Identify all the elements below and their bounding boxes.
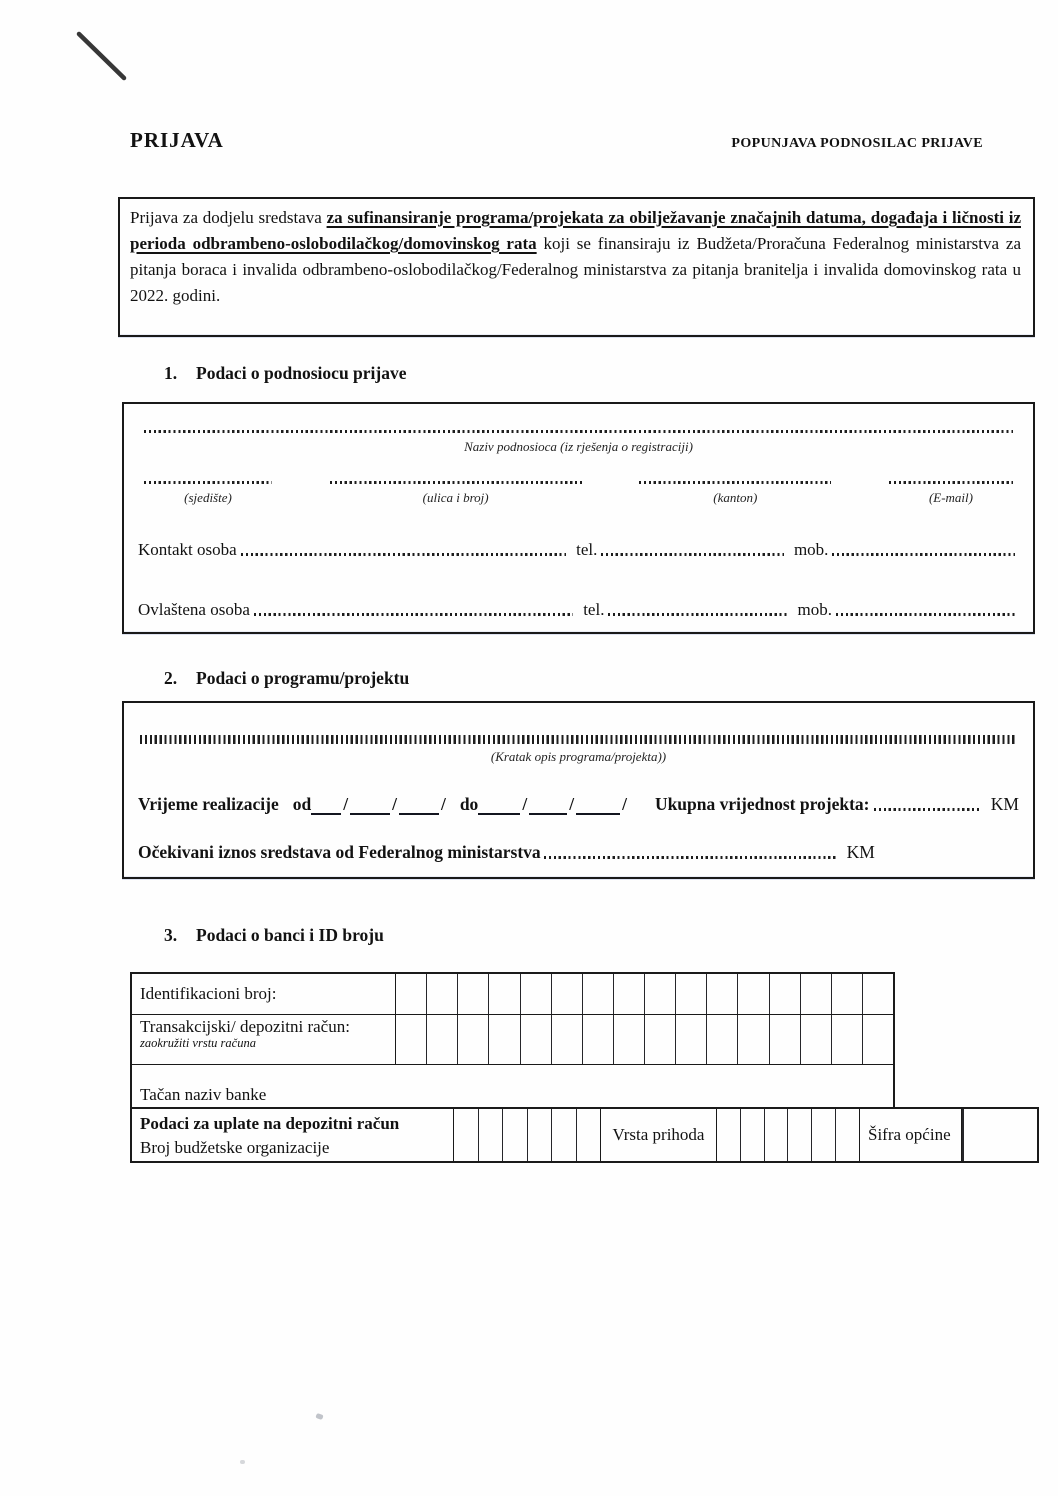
currency-label: KM xyxy=(990,794,1019,814)
digit-cell xyxy=(737,1015,768,1064)
date-slot xyxy=(478,809,520,815)
digit-cell xyxy=(644,974,675,1014)
digit-cell xyxy=(520,974,551,1014)
digit-cell xyxy=(488,974,519,1014)
program-desc-caption: (Kratak opis programa/projekta)) xyxy=(490,749,667,764)
intro-text-start: Prijava za dodjelu sredstava xyxy=(130,208,327,227)
street-caption: (ulica i broj) xyxy=(422,490,489,505)
authorized-tel-fill-line xyxy=(604,596,791,620)
deposit-title: Podaci za uplate na depozitni račun xyxy=(140,1114,400,1133)
account-cells xyxy=(395,1015,893,1064)
digit-cell xyxy=(488,1015,519,1064)
site-fill-line xyxy=(144,481,272,484)
section-2-title: Podaci o programu/projektu xyxy=(196,668,410,688)
contact-mob-fill-line xyxy=(828,536,1019,560)
form-header xyxy=(122,128,1035,153)
digit-cell xyxy=(740,1109,764,1161)
canton-caption: (kanton) xyxy=(713,490,758,505)
canton-fill-line xyxy=(639,481,831,484)
realization-label: Vrijeme realizacije xyxy=(138,794,279,814)
digit-cell xyxy=(811,1109,835,1161)
realization-row xyxy=(138,789,1019,815)
digit-cell xyxy=(454,1109,478,1161)
date-to-label: do xyxy=(459,794,479,814)
authorized-mob-fill-line xyxy=(832,596,1019,620)
mob-label: mob. xyxy=(793,540,829,559)
income-type-label: Vrsta prihoda xyxy=(600,1109,716,1161)
field-email xyxy=(889,481,1013,506)
digit-cell xyxy=(426,974,457,1014)
section-3-heading xyxy=(164,925,1035,946)
digit-cell xyxy=(551,1109,576,1161)
digit-cell xyxy=(644,1015,675,1064)
digit-cell xyxy=(764,1109,788,1161)
scan-speck-artifact xyxy=(240,1460,245,1464)
contact-tel-fill-line xyxy=(597,536,788,560)
digit-cell xyxy=(457,1015,488,1064)
section-1-heading xyxy=(164,363,1035,384)
authorized-person-label: Ovlaštena osoba xyxy=(138,600,250,619)
bank-name-strip xyxy=(132,1064,893,1107)
digit-cell xyxy=(527,1109,552,1161)
digit-cell xyxy=(582,1015,613,1064)
tel-label: tel. xyxy=(583,600,605,619)
digit-cell xyxy=(675,1015,706,1064)
slash: / xyxy=(440,794,446,814)
digit-cell xyxy=(787,1109,811,1161)
digit-cell xyxy=(831,974,862,1014)
deposit-payment-row xyxy=(130,1107,1039,1163)
digit-cell xyxy=(769,974,800,1014)
account-note: zaokružiti vrstu računa xyxy=(140,1036,256,1050)
date-slot xyxy=(311,809,341,815)
account-label: Transakcijski/ depozitni račun: xyxy=(140,1017,350,1036)
digit-cell xyxy=(835,1109,859,1161)
digit-cell xyxy=(831,1015,862,1064)
intro-text-end: koji se finansiraju iz Budžeta/Proračuna Federalnog ministarstva za pitanja boraca i invalida odbrambeno-oslobodilačkog/Federalnog ministarstva za pitanja branitelja i invalida domovinskog rata u 2022. godini. xyxy=(130,234,1021,305)
field-site xyxy=(144,481,272,506)
digit-cell xyxy=(737,974,768,1014)
contact-name-fill-line xyxy=(237,536,570,560)
applicant-name-caption: Naziv podnosioca (iz rješenja o registraciji) xyxy=(464,439,693,454)
slash: / xyxy=(392,794,397,814)
slash: / xyxy=(343,794,349,814)
intro-box xyxy=(118,197,1035,337)
municipality-code-label: Šifra općine xyxy=(859,1109,961,1161)
budget-org-cells xyxy=(453,1109,600,1161)
slash: / xyxy=(622,794,627,814)
program-desc-line-3 xyxy=(140,741,1017,744)
digit-cell xyxy=(963,1109,964,1161)
applicant-name-fill-line xyxy=(144,430,1013,433)
digit-cell xyxy=(717,1109,740,1161)
applicant-fields-row xyxy=(138,481,1019,506)
digit-cell xyxy=(426,1015,457,1064)
date-from-label: od xyxy=(292,794,312,814)
intro-text-emphasized: za sufinansiranje programa/projekata za obilježavanje značajnih datuma, događaja i ličnosti iz perioda odbrambeno-oslobodilačkog/domovinskog rata xyxy=(130,208,1021,253)
contact-person-row xyxy=(138,536,1019,560)
slash: / xyxy=(569,794,575,814)
digit-cell xyxy=(551,974,582,1014)
site-caption: (sjedište) xyxy=(184,490,232,505)
page-title: PRIJAVA xyxy=(130,128,224,152)
authorized-person-row xyxy=(138,596,1019,620)
id-number-label: Identifikacioni broj: xyxy=(140,984,277,1003)
total-value-label: Ukupna vrijednost projekta: xyxy=(654,794,870,814)
email-caption: (E-mail) xyxy=(928,490,973,505)
id-number-cells xyxy=(395,974,893,1014)
section-1-number: 1. xyxy=(164,363,178,383)
mob-label: mob. xyxy=(797,600,832,619)
digit-cell xyxy=(862,974,893,1014)
section-3-title: Podaci o banci i ID broju xyxy=(196,925,384,945)
section-1-title: Podaci o podnosiocu prijave xyxy=(196,363,407,383)
digit-cell xyxy=(675,974,706,1014)
digit-cell xyxy=(706,1015,737,1064)
scan-speck-artifact xyxy=(315,1413,323,1420)
digit-cell xyxy=(576,1109,601,1161)
deposit-label-block xyxy=(132,1109,453,1161)
total-value-fill-line xyxy=(870,789,985,815)
digit-cell xyxy=(769,1015,800,1064)
field-street xyxy=(330,481,582,506)
section-2-heading xyxy=(164,668,1035,689)
income-type-cells xyxy=(716,1109,859,1161)
digit-cell xyxy=(551,1015,582,1064)
digit-cell xyxy=(502,1109,527,1161)
expected-amount-fill-line xyxy=(541,837,841,863)
account-label-block xyxy=(132,1015,395,1064)
digit-cell xyxy=(396,1015,426,1064)
id-number-row xyxy=(132,974,893,1014)
digit-cell xyxy=(862,1015,893,1064)
digit-cell xyxy=(706,974,737,1014)
expected-amount-label: Očekivani iznos sredstava od Federalnog ministarstva xyxy=(138,842,541,862)
digit-cell xyxy=(613,974,644,1014)
digit-cell xyxy=(800,1015,831,1064)
slash: / xyxy=(522,794,528,814)
digit-cell xyxy=(520,1015,551,1064)
expected-amount-row xyxy=(138,837,1019,863)
email-fill-line xyxy=(889,481,1013,484)
tel-label: tel. xyxy=(576,540,598,559)
contact-person-label: Kontakt osoba xyxy=(138,540,237,559)
program-box xyxy=(122,701,1035,879)
municipality-code-cells xyxy=(961,1109,964,1161)
bank-name-label: Tačan naziv banke xyxy=(140,1085,267,1104)
budget-org-label: Broj budžetske organizacije xyxy=(140,1138,330,1157)
section-3-number: 3. xyxy=(164,925,178,945)
digit-cell xyxy=(800,974,831,1014)
applicant-box xyxy=(122,402,1035,634)
field-canton xyxy=(639,481,831,506)
date-slot xyxy=(576,809,620,815)
authorized-name-fill-line xyxy=(250,596,577,620)
digit-cell xyxy=(457,974,488,1014)
currency-label: KM xyxy=(846,842,875,862)
digit-cell xyxy=(478,1109,503,1161)
street-fill-line xyxy=(330,481,582,484)
date-slot xyxy=(529,809,567,815)
date-slot xyxy=(399,809,439,815)
digit-cell xyxy=(396,974,426,1014)
pen-stroke-artifact xyxy=(74,28,130,84)
date-slot xyxy=(350,809,390,815)
bank-id-table xyxy=(130,972,895,1109)
filler-note: POPUNJAVA PODNOSILAC PRIJAVE xyxy=(731,136,983,151)
digit-cell xyxy=(582,974,613,1014)
account-row xyxy=(132,1014,893,1064)
digit-cell xyxy=(613,1015,644,1064)
section-2-number: 2. xyxy=(164,668,178,688)
